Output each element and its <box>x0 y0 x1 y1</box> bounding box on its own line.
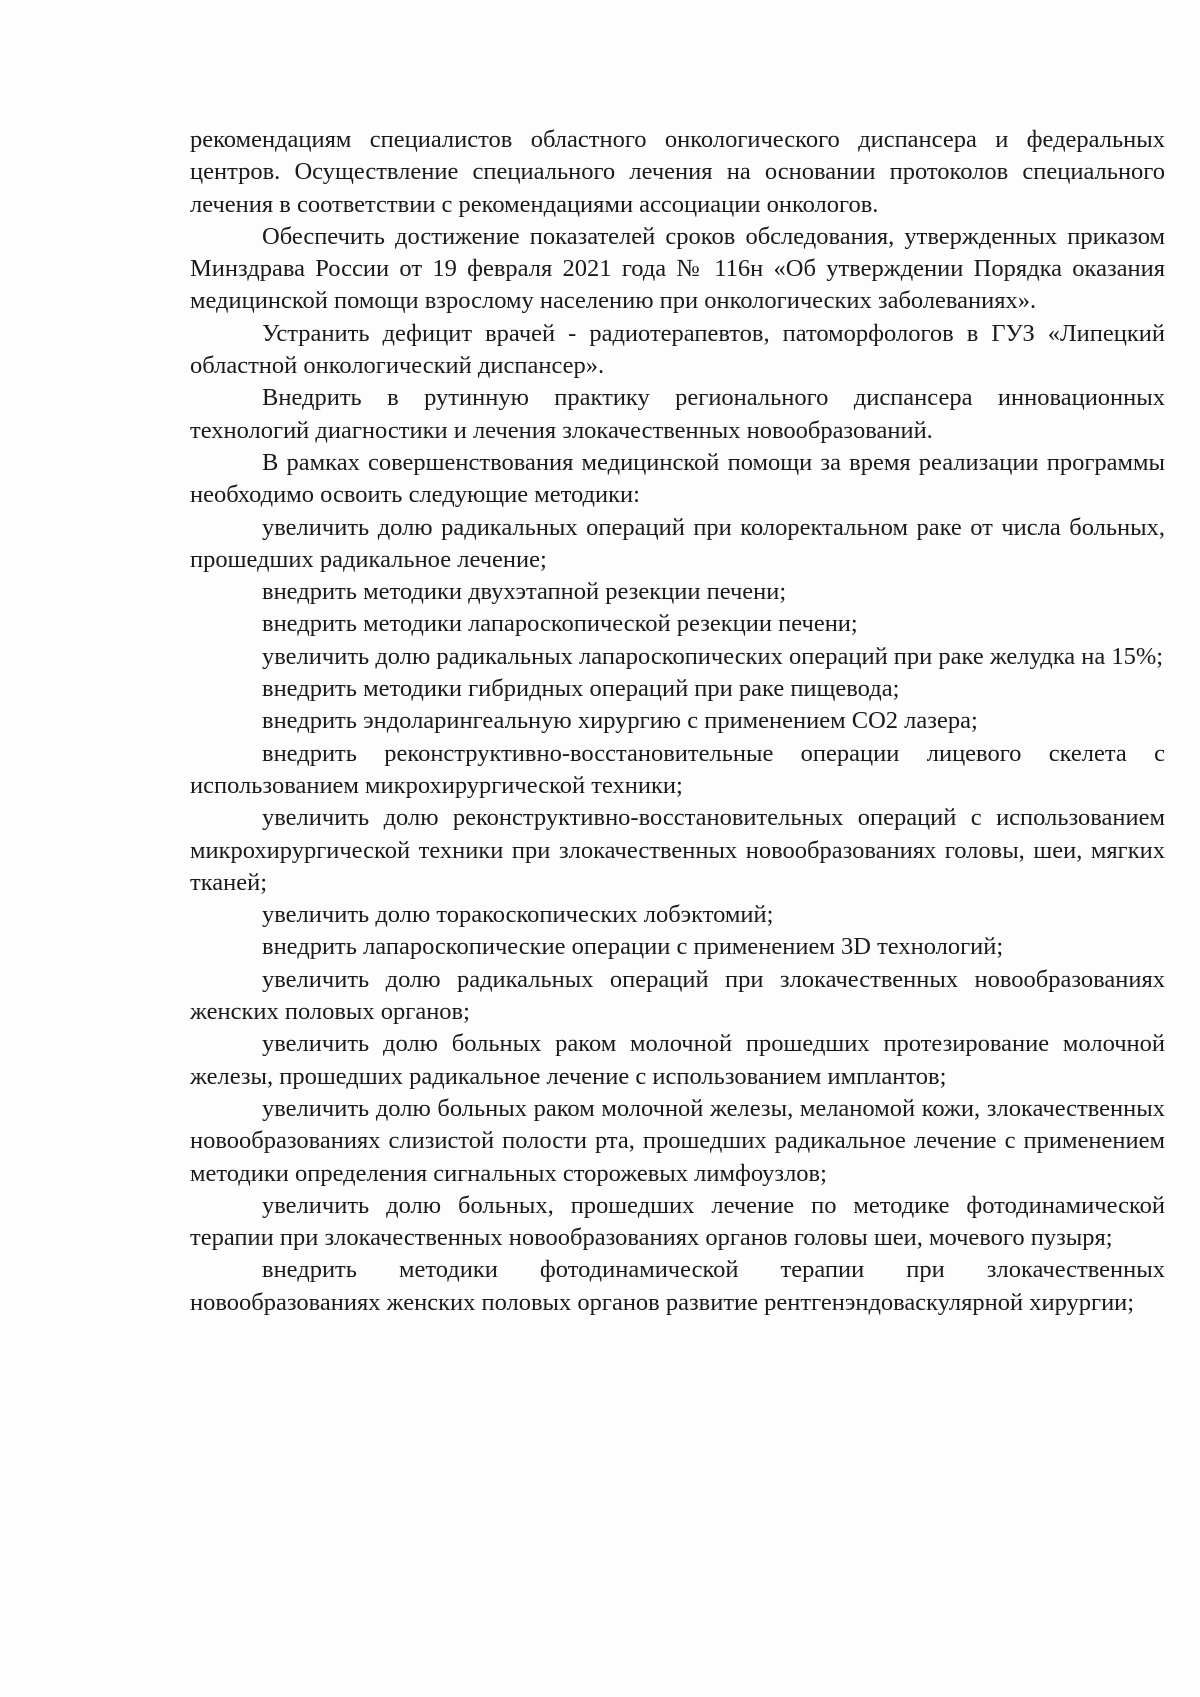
list-item: внедрить реконструктивно-восстановительные операции лицевого скелета с использованием микрохирургической техники; <box>190 739 1165 799</box>
list-item: внедрить эндоларингеальную хирургию с применением СО2 лазера; <box>262 707 978 735</box>
paragraph-methods-intro: В рамках совершенствования медицинской помощи за время реализации программы необходимо освоить следующие методики: <box>190 448 1165 509</box>
paragraph-innovations: Внедрить в рутинную практику регионального диспансера инновационных технологий диагностики и лечения злокачественных новообразований. <box>190 384 1165 444</box>
paragraph-staff-deficit: Устранить дефицит врачей - радиотерапевтов, патоморфологов в ГУЗ «Липецкий областной онкологический диспансер». <box>190 319 1165 380</box>
list-item: увеличить долю больных раком молочной железы, меланомой кожи, злокачественных новообразованиях слизистой полости рта, прошедших радикальное лечение с применением методики определения сигнальных сторожевых лимфоузлов; <box>190 1094 1165 1187</box>
list-item: внедрить методики двухэтапной резекции печени; <box>262 578 787 606</box>
list-item: внедрить лапароскопические операции с применением 3D технологий; <box>262 933 1004 961</box>
list-item: увеличить долю радикальных операций при злокачественных новообразованиях женских половых органов; <box>190 965 1165 1026</box>
paragraph-continuation: рекомендациям специалистов областного онкологического диспансера и федеральных центров. Осуществление специального лечения на основании протоколов специального лечения в соответствии с рекомендациями ассоциации онкологов. <box>190 126 1165 218</box>
document-body <box>190 124 1165 1319</box>
list-item: увеличить долю радикальных операций при колоректальном раке от числа больных, прошедших радикальное лечение; <box>190 513 1165 573</box>
list-item: внедрить методики лапароскопической резекции печени; <box>262 610 858 638</box>
list-item: увеличить долю больных раком молочной прошедших протезирование молочной железы, прошедших радикальное лечение с использованием имплантов; <box>190 1030 1165 1090</box>
list-item: увеличить долю радикальных лапароскопических операций при раке желудка на 15%; <box>262 642 1164 670</box>
list-item: увеличить долю реконструктивно-восстановительных операций с использованием микрохирургической техники при злокачественных новообразованиях головы, шеи, мягких тканей; <box>190 804 1165 896</box>
paragraph-examination-deadlines: Обеспечить достижение показателей сроков обследования, утвержденных приказом Минздрава России от 19 февраля 2021 года № 116н «Об утверждении Порядка оказания медицинской помощи взрослому населению при онкологических заболеваниях». <box>190 222 1165 315</box>
list-item: внедрить методики фотодинамической терапии при злокачественных новообразованиях женских половых органов развитие рентгенэндоваскулярной хирургии; <box>190 1256 1165 1316</box>
list-item: увеличить долю больных, прошедших лечение по методике фотодинамической терапии при злокачественных новообразованиях органов головы шеи, мочевого пузыря; <box>190 1191 1165 1252</box>
list-item: внедрить методики гибридных операций при раке пищевода; <box>262 675 900 703</box>
list-item: увеличить долю торакоскопических лобэктомий; <box>262 901 774 929</box>
